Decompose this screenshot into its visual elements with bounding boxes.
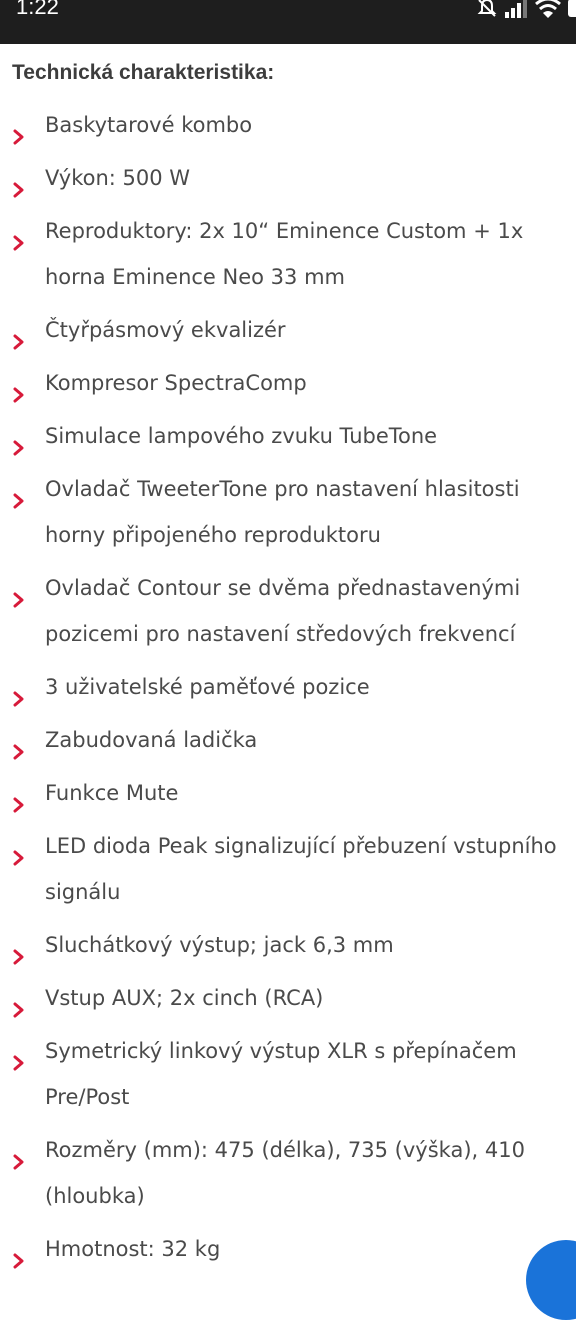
spec-item-text: Symetrický linkový výstup XLR s přepínačem Pre/Post <box>45 1039 517 1109</box>
spec-list-item <box>0 770 576 816</box>
chevron-right-icon <box>12 579 26 597</box>
spec-item-text: Simulace lampového zvuku TubeTone <box>45 424 437 448</box>
spec-item-text: Výkon: 500 W <box>45 166 190 190</box>
spec-item-text: LED dioda Peak signalizující přebuzení vstupního signálu <box>45 834 557 904</box>
chevron-right-icon <box>12 374 26 392</box>
spec-list-item <box>0 565 576 657</box>
section-heading: Technická charakteristika: <box>12 61 274 85</box>
chevron-right-icon <box>12 1240 26 1258</box>
spec-list-item <box>0 208 576 300</box>
spec-list-item <box>0 102 576 148</box>
spec-item-text: Vstup AUX; 2x cinch (RCA) <box>45 986 323 1010</box>
chevron-right-icon <box>12 989 26 1007</box>
chevron-right-icon <box>12 480 26 498</box>
spec-item-text: Sluchátkový výstup; jack 6,3 mm <box>45 933 394 957</box>
battery-icon <box>568 0 576 17</box>
spec-list-item <box>0 466 576 558</box>
spec-list <box>0 102 576 1279</box>
spec-list-item <box>0 664 576 710</box>
spec-item-text: Ovladač TweeterTone pro nastavení hlasitosti horny připojeného reproduktoru <box>45 477 520 547</box>
spec-item-text: Kompresor SpectraComp <box>45 371 307 395</box>
spec-list-item <box>0 975 576 1021</box>
status-icons <box>476 0 576 20</box>
spec-list-item <box>0 717 576 763</box>
spec-list-item <box>0 413 576 459</box>
spec-item-text: Hmotnost: 32 kg <box>45 1237 220 1261</box>
spec-item-text: Rozměry (mm): 475 (délka), 735 (výška), 410 (hloubka) <box>45 1138 525 1208</box>
signal-icon <box>504 0 528 19</box>
chevron-right-icon <box>12 116 26 134</box>
bell-muted-icon <box>476 0 498 19</box>
chevron-right-icon <box>12 222 26 240</box>
spec-item-text: Reproduktory: 2x 10“ Eminence Custom + 1x horna Eminence Neo 33 mm <box>45 219 523 289</box>
chevron-right-icon <box>12 678 26 696</box>
spec-item-text: Zabudovaná ladička <box>45 728 257 752</box>
spec-item-text: Čtyřpásmový ekvalizér <box>45 318 286 342</box>
spec-list-item <box>0 360 576 406</box>
chevron-right-icon <box>12 1141 26 1159</box>
chevron-right-icon <box>12 784 26 802</box>
chevron-right-icon <box>12 427 26 445</box>
chevron-right-icon <box>12 1042 26 1060</box>
spec-list-item <box>0 823 576 915</box>
spec-list-item <box>0 1226 576 1272</box>
chevron-right-icon <box>12 731 26 749</box>
spec-item-text: 3 uživatelské paměťové pozice <box>45 675 370 699</box>
spec-list-item <box>0 1028 576 1120</box>
spec-list-item <box>0 922 576 968</box>
spec-list-item <box>0 155 576 201</box>
spec-item-text: Baskytarové kombo <box>45 113 252 137</box>
spec-list-item <box>0 1127 576 1219</box>
wifi-icon <box>534 0 562 19</box>
spec-item-text: Ovladač Contour se dvěma přednastavenými pozicemi pro nastavení středových frekvencí <box>45 576 520 646</box>
chevron-right-icon <box>12 837 26 855</box>
spec-item-text: Funkce Mute <box>45 781 178 805</box>
status-bar <box>0 0 576 44</box>
chevron-right-icon <box>12 321 26 339</box>
chevron-right-icon <box>12 936 26 954</box>
spec-list-item <box>0 307 576 353</box>
chevron-right-icon <box>12 169 26 187</box>
status-time: 1:22 <box>16 0 59 20</box>
